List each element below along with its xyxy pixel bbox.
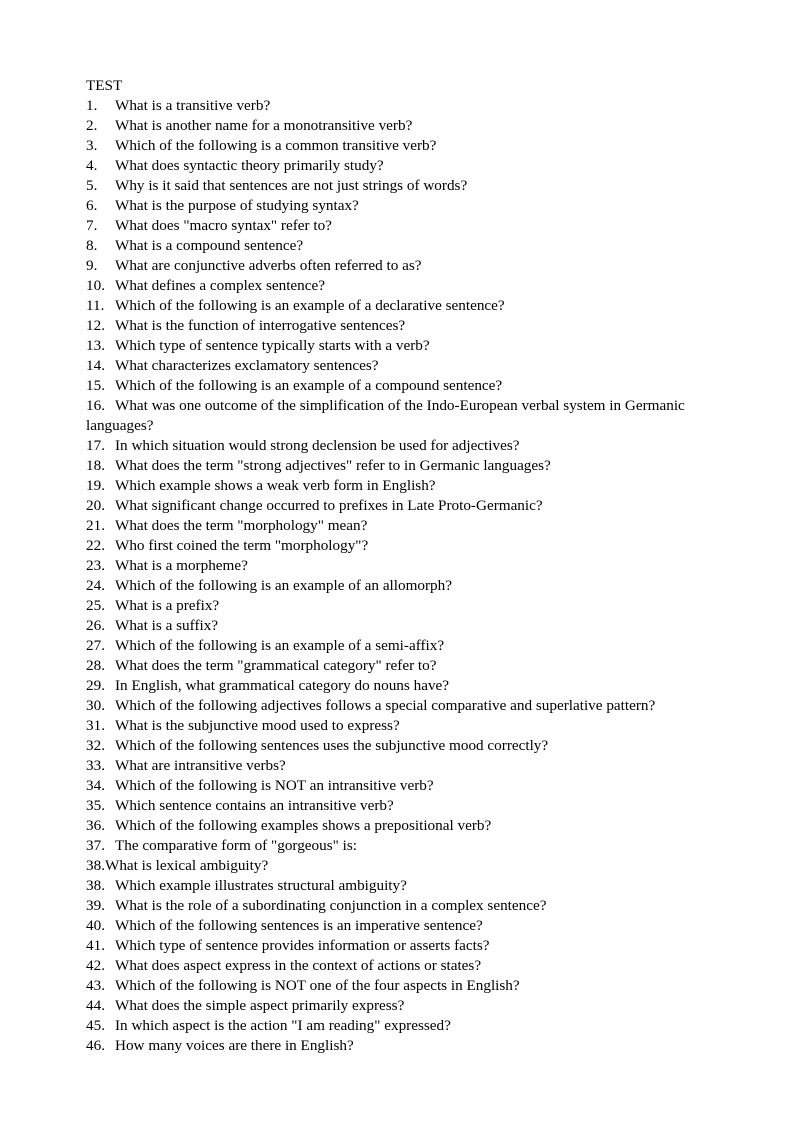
- question-item: [86, 976, 726, 996]
- question-item: [86, 716, 726, 736]
- question-item: [86, 176, 726, 196]
- question-text: What significant change occurred to prefixes in Late Proto-Germanic?: [115, 497, 543, 514]
- question-item: [86, 296, 726, 316]
- question-text: What is the function of interrogative sentences?: [115, 317, 406, 334]
- question-text: What is the purpose of studying syntax?: [115, 197, 359, 214]
- question-number: 11.: [86, 297, 105, 314]
- question-number: 10.: [86, 277, 105, 294]
- question-number: 4.: [86, 157, 98, 174]
- question-item: [86, 756, 726, 776]
- question-text: Which of the following is an example of a compound sentence?: [115, 377, 503, 394]
- question-number: 28.: [86, 657, 105, 674]
- question-number: 16.: [86, 397, 105, 414]
- question-number: 34.: [86, 777, 105, 794]
- question-item: [86, 736, 726, 756]
- question-item: [86, 576, 726, 596]
- question-number: 14.: [86, 357, 105, 374]
- question-number: 36.: [86, 817, 105, 834]
- question-text: Which of the following sentences is an imperative sentence?: [115, 917, 483, 934]
- question-item: [86, 196, 726, 216]
- question-number: 7.: [86, 217, 98, 234]
- question-text: What is a compound sentence?: [115, 237, 304, 254]
- question-number: 33.: [86, 757, 105, 774]
- question-item: [86, 316, 726, 336]
- question-text: What does syntactic theory primarily study?: [115, 157, 384, 174]
- question-text: Which sentence contains an intransitive verb?: [115, 797, 394, 814]
- question-number: 40.: [86, 917, 105, 934]
- question-item: [86, 936, 726, 956]
- question-item: [86, 696, 726, 716]
- question-item: [86, 496, 726, 516]
- question-text: What is a morpheme?: [115, 557, 248, 574]
- question-number: 41.: [86, 937, 105, 954]
- question-text: Which example shows a weak verb form in English?: [115, 477, 436, 494]
- question-text: What are intransitive verbs?: [115, 757, 286, 774]
- question-item: [86, 436, 726, 456]
- question-number: 5.: [86, 177, 98, 194]
- question-text: What is lexical ambiguity?: [104, 857, 269, 874]
- question-number: 26.: [86, 617, 105, 634]
- question-text: Who first coined the term "morphology"?: [115, 537, 369, 554]
- question-text: Which of the following adjectives follows a special comparative and superlative pattern?: [115, 697, 656, 714]
- question-text: What is a prefix?: [115, 597, 220, 614]
- question-number: 22.: [86, 537, 105, 554]
- question-number: 17.: [86, 437, 105, 454]
- question-number: 46.: [86, 1037, 105, 1054]
- question-text: What does the term "morphology" mean?: [115, 517, 368, 534]
- question-item: [86, 996, 726, 1016]
- question-number: 30.: [86, 697, 105, 714]
- question-item: [86, 276, 726, 296]
- question-text: How many voices are there in English?: [115, 1037, 354, 1054]
- question-list: [86, 96, 726, 1056]
- question-item: [86, 1016, 726, 1036]
- question-item: [86, 516, 726, 536]
- question-text: What is the subjunctive mood used to express?: [115, 717, 400, 734]
- question-item: [86, 376, 726, 396]
- question-item: [86, 456, 726, 476]
- question-text: Why is it said that sentences are not just strings of words?: [115, 177, 468, 194]
- question-number: 21.: [86, 517, 105, 534]
- question-item: [86, 356, 726, 376]
- question-number: 24.: [86, 577, 105, 594]
- question-item: [86, 216, 726, 236]
- question-text: Which type of sentence provides information or asserts facts?: [115, 937, 490, 954]
- question-number: 19.: [86, 477, 105, 494]
- question-number: 35.: [86, 797, 105, 814]
- question-number: 20.: [86, 497, 105, 514]
- question-item: [86, 396, 726, 436]
- question-number: 6.: [86, 197, 98, 214]
- question-item: [86, 776, 726, 796]
- question-number: 44.: [86, 997, 105, 1014]
- question-item: [86, 816, 726, 836]
- question-text: What does the term "grammatical category" refer to?: [115, 657, 437, 674]
- question-item: [86, 676, 726, 696]
- question-text: What does the simple aspect primarily express?: [115, 997, 405, 1014]
- question-number: 13.: [86, 337, 105, 354]
- question-number: 25.: [86, 597, 105, 614]
- question-item: [86, 616, 726, 636]
- question-item: [86, 656, 726, 676]
- question-text: What is another name for a monotransitive verb?: [115, 117, 413, 134]
- question-item: [86, 476, 726, 496]
- question-item: [86, 536, 726, 556]
- question-number: 1.: [86, 97, 98, 114]
- question-number: 45.: [86, 1017, 105, 1034]
- question-number: 43.: [86, 977, 105, 994]
- question-text: Which of the following is an example of a semi-affix?: [115, 637, 445, 654]
- question-number: 39.: [86, 897, 105, 914]
- question-number: 42.: [86, 957, 105, 974]
- question-number: 18.: [86, 457, 105, 474]
- question-text: In English, what grammatical category do nouns have?: [115, 677, 450, 694]
- question-text: What is a transitive verb?: [115, 97, 271, 114]
- question-text: What does the term "strong adjectives" refer to in Germanic languages?: [115, 457, 551, 474]
- document-title: TEST: [86, 77, 123, 94]
- question-item: [86, 556, 726, 576]
- question-item: [86, 256, 726, 276]
- question-text: What is the role of a subordinating conjunction in a complex sentence?: [115, 897, 547, 914]
- question-item: [86, 1036, 726, 1056]
- question-text: Which of the following is NOT an intransitive verb?: [115, 777, 434, 794]
- question-item: [86, 876, 726, 896]
- question-item: [86, 156, 726, 176]
- question-number: 12.: [86, 317, 105, 334]
- question-number: 8.: [86, 237, 98, 254]
- question-text: In which situation would strong declension be used for adjectives?: [115, 437, 520, 454]
- question-item: [86, 636, 726, 656]
- question-text: What defines a complex sentence?: [115, 277, 325, 294]
- question-item: [86, 956, 726, 976]
- question-number: 38.: [86, 857, 105, 874]
- question-text: Which example illustrates structural ambiguity?: [115, 877, 407, 894]
- question-number: 3.: [86, 137, 98, 154]
- question-text: Which of the following is an example of an allomorph?: [115, 577, 452, 594]
- question-text: Which of the following sentences uses the subjunctive mood correctly?: [115, 737, 549, 754]
- question-number: 31.: [86, 717, 105, 734]
- question-item: [86, 136, 726, 156]
- question-text: What characterizes exclamatory sentences?: [115, 357, 379, 374]
- question-text: Which of the following examples shows a prepositional verb?: [115, 817, 492, 834]
- question-text: What are conjunctive adverbs often referred to as?: [115, 257, 422, 274]
- question-item: [86, 916, 726, 936]
- question-text: In which aspect is the action "I am reading" expressed?: [115, 1017, 451, 1034]
- question-number: 38.: [86, 877, 105, 894]
- question-number: 23.: [86, 557, 105, 574]
- question-number: 37.: [86, 837, 105, 854]
- question-text: What does "macro syntax" refer to?: [115, 217, 332, 234]
- question-number: 15.: [86, 377, 105, 394]
- question-number: 27.: [86, 637, 105, 654]
- question-item: [86, 236, 726, 256]
- question-text: Which of the following is NOT one of the four aspects in English?: [115, 977, 520, 994]
- question-item: [86, 596, 726, 616]
- question-text: Which type of sentence typically starts with a verb?: [115, 337, 430, 354]
- question-text: What does aspect express in the context of actions or states?: [115, 957, 482, 974]
- question-item: [86, 96, 726, 116]
- question-number: 9.: [86, 257, 98, 274]
- question-text: Which of the following is a common transitive verb?: [115, 137, 437, 154]
- question-item: [86, 896, 726, 916]
- question-item: [86, 856, 726, 876]
- question-number: 29.: [86, 677, 105, 694]
- question-item: [86, 116, 726, 136]
- question-number: 2.: [86, 117, 98, 134]
- question-text: What was one outcome of the simplification of the Indo-European verbal system in Germanic languages?: [86, 397, 685, 434]
- question-item: [86, 836, 726, 856]
- question-item: [86, 796, 726, 816]
- question-number: 32.: [86, 737, 105, 754]
- question-text: The comparative form of "gorgeous" is:: [115, 837, 357, 854]
- question-text: Which of the following is an example of a declarative sentence?: [115, 297, 505, 314]
- question-text: What is a suffix?: [115, 617, 219, 634]
- question-item: [86, 336, 726, 356]
